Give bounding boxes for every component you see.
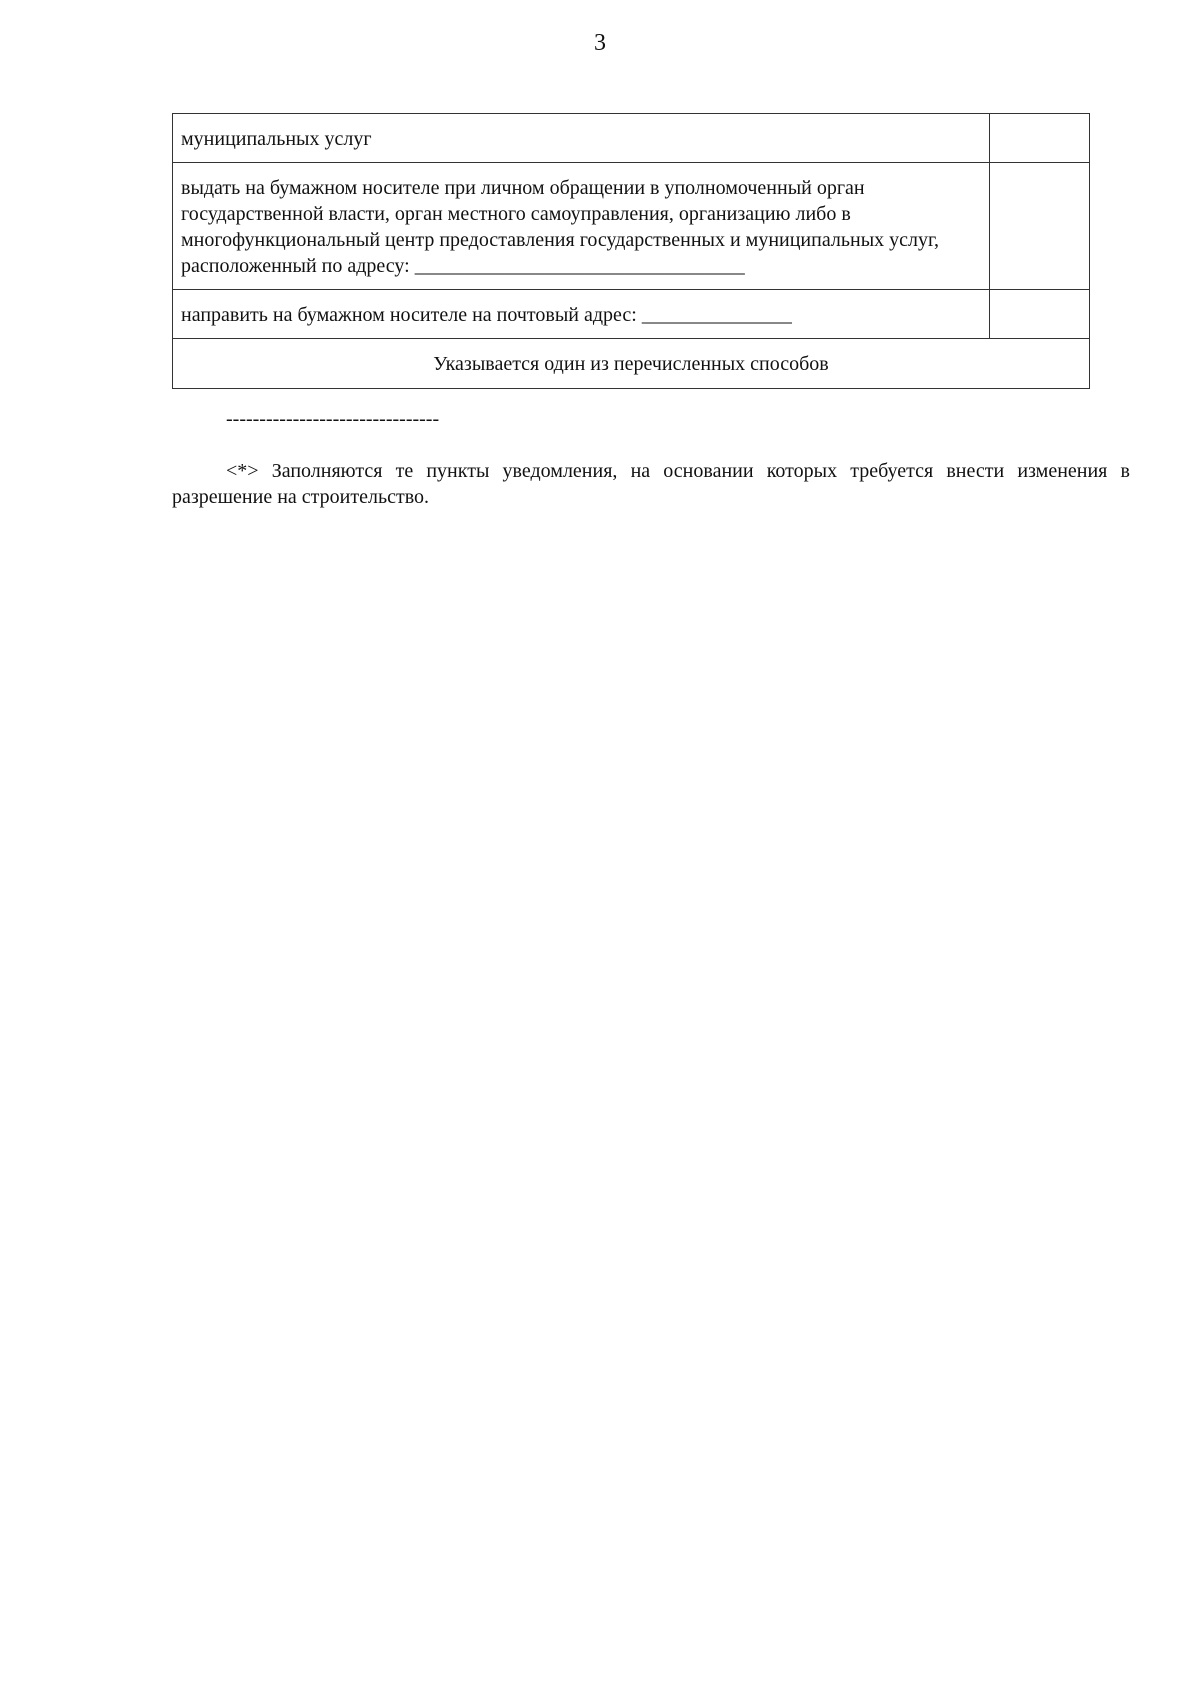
table-cell-text: направить на бумажном носителе на почтовый адрес: _______________ xyxy=(173,290,990,339)
table-note: Указывается один из перечисленных способов xyxy=(173,339,1090,389)
table-cell-checkbox[interactable] xyxy=(990,114,1090,163)
table-note-row xyxy=(173,339,1090,389)
table-cell-text: выдать на бумажном носителе при личном обращении в уполномоченный орган государственной власти, орган местного самоуправления, организацию либо в многофункциональный центр предоставления государственных и муниципальных услуг, расположенный по адресу: _________________________________ xyxy=(173,163,990,290)
table-row xyxy=(173,290,1090,339)
page-number: 3 xyxy=(594,30,606,56)
table-row xyxy=(173,163,1090,290)
table-cell-checkbox[interactable] xyxy=(990,163,1090,290)
delivery-method-table xyxy=(172,113,1090,389)
footnote-text: <*> Заполняются те пункты уведомления, на основании которых требуется внести изменения в разрешение на строительство. xyxy=(172,460,1130,508)
table-cell-checkbox[interactable] xyxy=(990,290,1090,339)
table-cell-text: муниципальных услуг xyxy=(173,114,990,163)
table-row xyxy=(173,114,1090,163)
footnote-separator: -------------------------------- xyxy=(226,408,440,430)
